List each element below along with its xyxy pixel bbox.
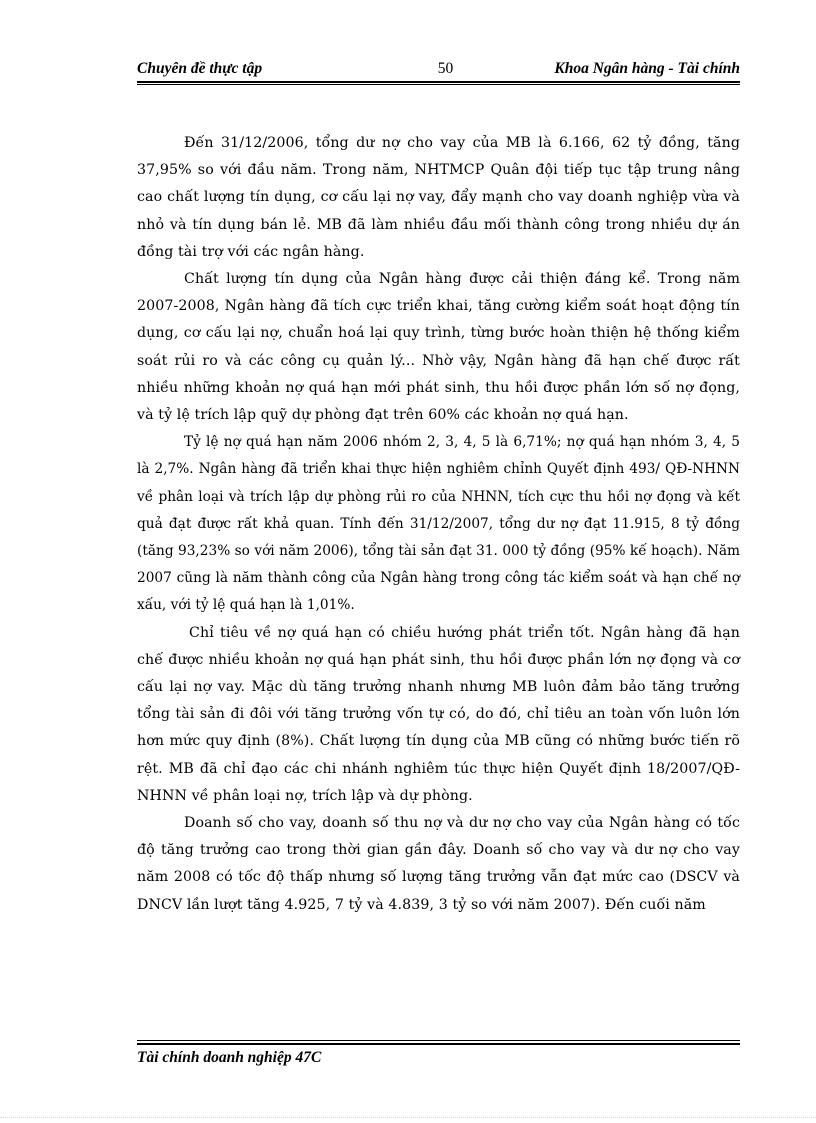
paragraph-2: Chất lượng tín dụng của Ngân hàng được cải thiện đáng kể. Trong năm 2007-2008, Ngân hàng đã tích cực triển khai, tăng cường kiểm soát hoạt động tín dụng, cơ cấu lại nợ, chuẩn hoá lại quy trình, từng bước hoàn thiện hệ thống kiểm soát rủi ro và các công cụ quản lý... Nhờ vậy, Ngân hàng đã hạn chế được rất nhiều những khoản nợ quá hạn mới phát sinh, thu hồi được phần lớn số nợ đọng, và tỷ lệ trích lập quỹ dự phòng đạt trên 60% các khoản nợ quá hạn.: [137, 271, 740, 424]
page-header: [137, 60, 740, 82]
header-department: Khoa Ngân hàng - Tài chính: [554, 60, 740, 77]
page-number: 50: [437, 60, 454, 77]
paragraph-3: Tỷ lệ nợ quá hạn năm 2006 nhóm 2, 3, 4, 5 là 6,71%; nợ quá hạn nhóm 3, 4, 5 là 2,7%. Ngân hàng đã triển khai thực hiện nghiêm chỉnh Quyết định 493/ QĐ-NHNN về phân loại và trích lập dự phòng rủi ro của NHNN, tích cực thu hồi nợ đọng và kết quả đạt được rất khả quan. Tính đến 31/12/2007, tổng dư nợ đạt 11.915, 8 tỷ đồng (tăng 93,23% so với năm 2006), tổng tài sản đạt 31. 000 tỷ đồng (95% kế hoạch). Năm 2007 cũng là năm thành công của Ngân hàng trong công tác kiểm soát và hạn chế nợ xấu, với tỷ lệ quá hạn là 1,01%.: [137, 434, 740, 614]
page-edge-divider: [0, 1117, 816, 1118]
body-text: [137, 130, 740, 919]
page-footer: Tài chính doanh nghiệp 47C: [137, 1049, 322, 1066]
footer-rule-thin: [137, 1040, 740, 1041]
paragraph-4: Chỉ tiêu về nợ quá hạn có chiều hướng phát triển tốt. Ngân hàng đã hạn chế được nhiều khoản nợ quá hạn phát sinh, thu hồi được phần lớn nợ đọng và cơ cấu lại nợ vay. Mặc dù tăng trưởng nhanh nhưng MB luôn đảm bảo tăng trưởng tổng tài sản đi đôi với tăng trưởng vốn tự có, do đó, chỉ tiêu an toàn vốn luôn lớn hơn mức quy định (8%). Chất lượng tín dụng của MB cũng có những bước tiến rõ rệt. MB đã chỉ đạo các chi nhánh nghiêm túc thực hiện Quyết định 18/2007/QĐ-NHNN về phân loại nợ, trích lập và dự phòng.: [137, 624, 740, 804]
header-rule-thin: [137, 84, 740, 85]
paragraph-1: Đến 31/12/2006, tổng dư nợ cho vay của MB là 6.166, 62 tỷ đồng, tăng 37,95% so với đầu năm. Trong năm, NHTMCP Quân đội tiếp tục tập trung nâng cao chất lượng tín dụng, cơ cấu lại nợ vay, đẩy mạnh cho vay doanh nghiệp vừa và nhỏ và tín dụng bán lẻ. MB đã làm nhiều đầu mối thành công trong nhiều dự án đồng tài trợ với các ngân hàng.: [137, 135, 740, 260]
paragraph-5: Doanh số cho vay, doanh số thu nợ và dư nợ cho vay của Ngân hàng có tốc độ tăng trưởng cao trong thời gian gần đây. Doanh số cho vay và dư nợ cho vay năm 2008 có tốc độ thấp nhưng số lượng tăng trưởng vẫn đạt mức cao (DSCV và DNCV lần lượt tăng 4.925, 7 tỷ và 4.839, 3 tỷ so với năm 2007). Đến cuối năm: [137, 815, 740, 913]
header-rule: [137, 81, 740, 83]
footer-rule: [137, 1043, 740, 1045]
header-document-title: Chuyên đề thực tập: [137, 60, 263, 77]
